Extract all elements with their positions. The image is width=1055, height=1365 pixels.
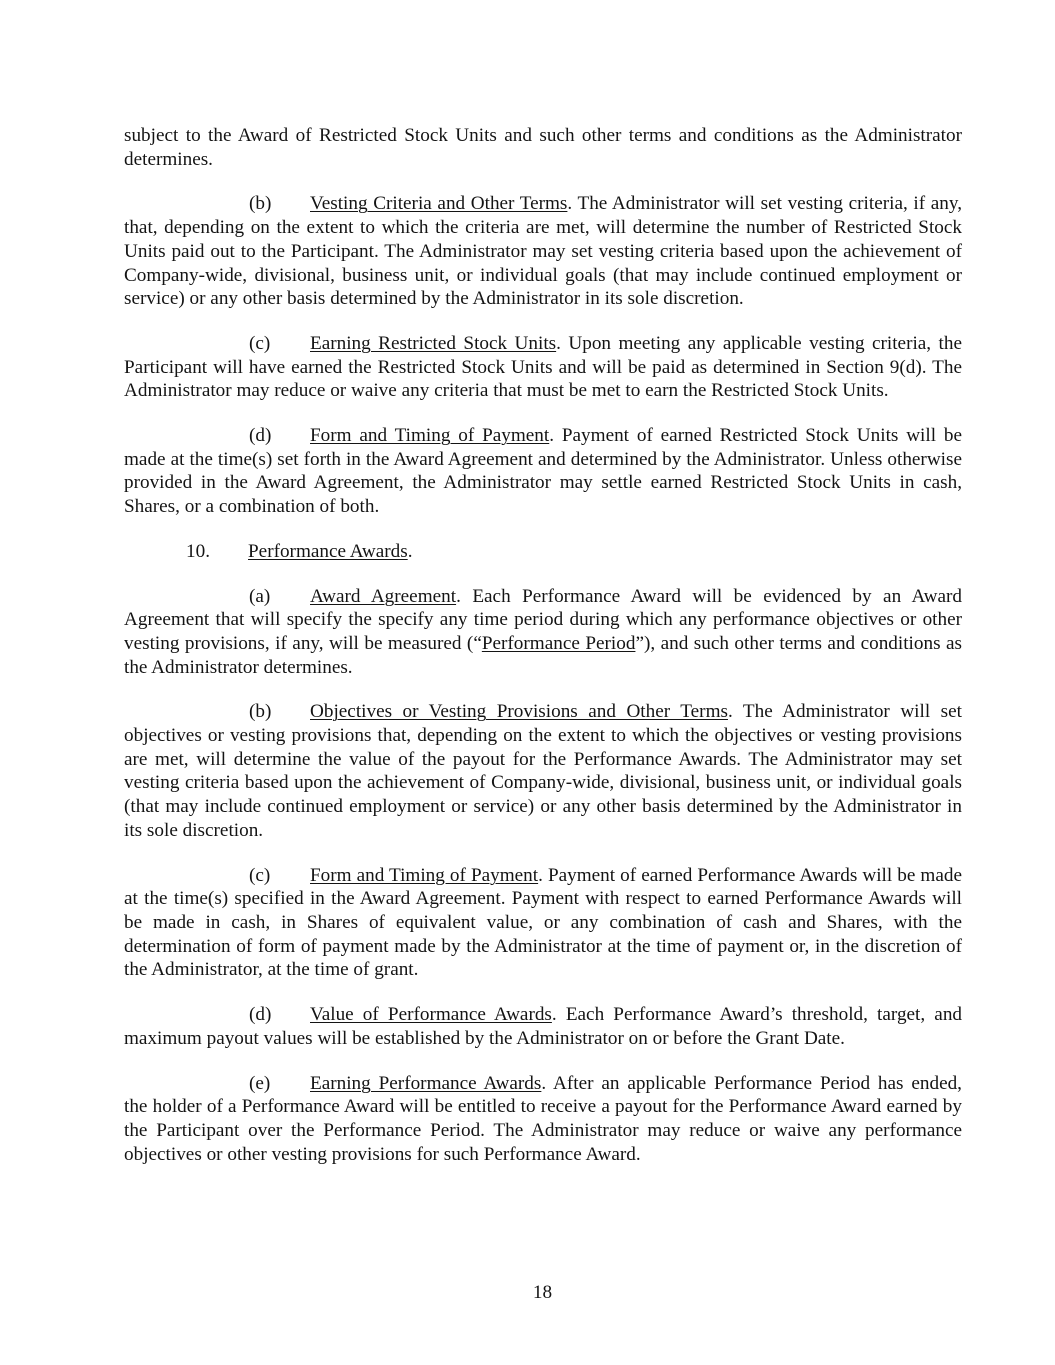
paragraph-body: . After an applicable Performance Period has ended, the holder of a Performance Award will be entitled to receive a payout for the Performance Award earned by the Participant over the Performance Period. The Administrator may reduce or waive any performance objectives or other vesting provisions for such Performance Award. [124,1072,962,1165]
paragraph-mark: (b) [249,193,272,215]
performance-paragraph-b [124,700,962,842]
paragraph-body: . Each Performance Award’s threshold, target, and maximum payout values will be established by the Administrator on or before the Grant Date. [124,1004,963,1049]
performance-paragraph-c [124,864,962,983]
paragraph-mark: (a) [249,585,271,607]
paragraph-mark: (c) [249,332,271,354]
page-number: 18 [532,1282,553,1303]
performance-paragraph-e [124,1072,962,1167]
intro-paragraph: subject to the Award of Restricted Stock Units and such other terms and conditions as the Administrator determines. [124,125,962,170]
paragraph-mark: (b) [249,701,272,723]
paragraph-body: . Each Performance Award will be evidenced by an Award Agreement that will specify the specify any time period during which any performance objectives or other vesting provisions, if any, will be measured (“ [124,585,962,654]
paragraph-heading: Earning Restricted Stock Units [310,332,557,354]
paragraph-body: . Payment of earned Performance Awards will be made at the time(s) specified in the Award Agreement. Payment with respect to earned Performance Awards will be made in cash, in Shares of equivalent value, or any combination of cash and Shares, with the determination of form of payment made by the Administrator at the time of payment or, in the discretion of the Administrator, at the time of grant. [124,864,962,981]
paragraph-mark: (c) [249,864,271,886]
rsu-paragraph-d [124,424,962,519]
paragraph-heading: Form and Timing of Payment [310,864,539,886]
section-number: 10. [186,540,210,562]
paragraph-body-end: ”), and such other terms and conditions as the Administrator determines. [124,632,962,678]
rsu-paragraph-c [124,332,962,403]
paragraph-heading: Form and Timing of Payment [310,425,550,447]
section-10-heading [124,540,962,564]
section-title: Performance Awards [248,540,408,562]
rsu-paragraph-b [124,192,962,311]
performance-paragraph-a [124,585,962,680]
paragraph-heading: Vesting Criteria and Other Terms [310,193,568,215]
paragraph-heading: Objectives or Vesting Provisions and Other Terms [310,701,728,723]
defined-term: Performance Period [481,632,636,654]
paragraph-body: . Upon meeting any applicable vesting criteria, the Participant will have earned the Restricted Stock Units and will be paid as determined in Section 9(d). The Administrator may reduce or waive any criteria that must be met to earn the Restricted Stock Units. [124,332,962,402]
paragraph-body: . Payment of earned Restricted Stock Units will be made at the time(s) set forth in the Award Agreement and determined by the Administrator. Unless otherwise provided in the Award Agreement, the Administrator may settle earned Restricted Stock Units in cash, Shares, or a combination of both. [124,425,962,518]
paragraph-heading: Value of Performance Awards [310,1004,552,1026]
paragraph-mark: (d) [249,425,272,447]
paragraph-mark: (e) [249,1072,271,1094]
paragraph-heading: Earning Performance Awards [310,1072,542,1094]
paragraph-mark: (d) [249,1004,272,1026]
paragraph-body: . The Administrator will set objectives or vesting provisions that, depending on the extent to which the objectives or vesting provisions are met, will determine the value of the payout for the Performance Awards. The Administrator may set vesting criteria based upon the achievement of Company-wide, divisional, business unit, or individual goals (that may include continued employment or service) or any other basis determined by the Administrator in its sole discretion. [124,701,962,841]
paragraph-heading: Award Agreement [310,585,457,607]
document-page [124,124,962,1166]
performance-paragraph-d [124,1003,962,1050]
section-title-suffix: . [407,540,413,562]
paragraph-body: . The Administrator will set vesting criteria, if any, that, depending on the extent to which the criteria are met, will determine the number of Restricted Stock Units paid out to the Participant. The Administrator may set vesting criteria based upon the achievement of Company-wide, divisional, business unit, or individual goals (that may include continued employment or service) or any other basis determined by the Administrator in its sole discretion. [124,193,962,310]
